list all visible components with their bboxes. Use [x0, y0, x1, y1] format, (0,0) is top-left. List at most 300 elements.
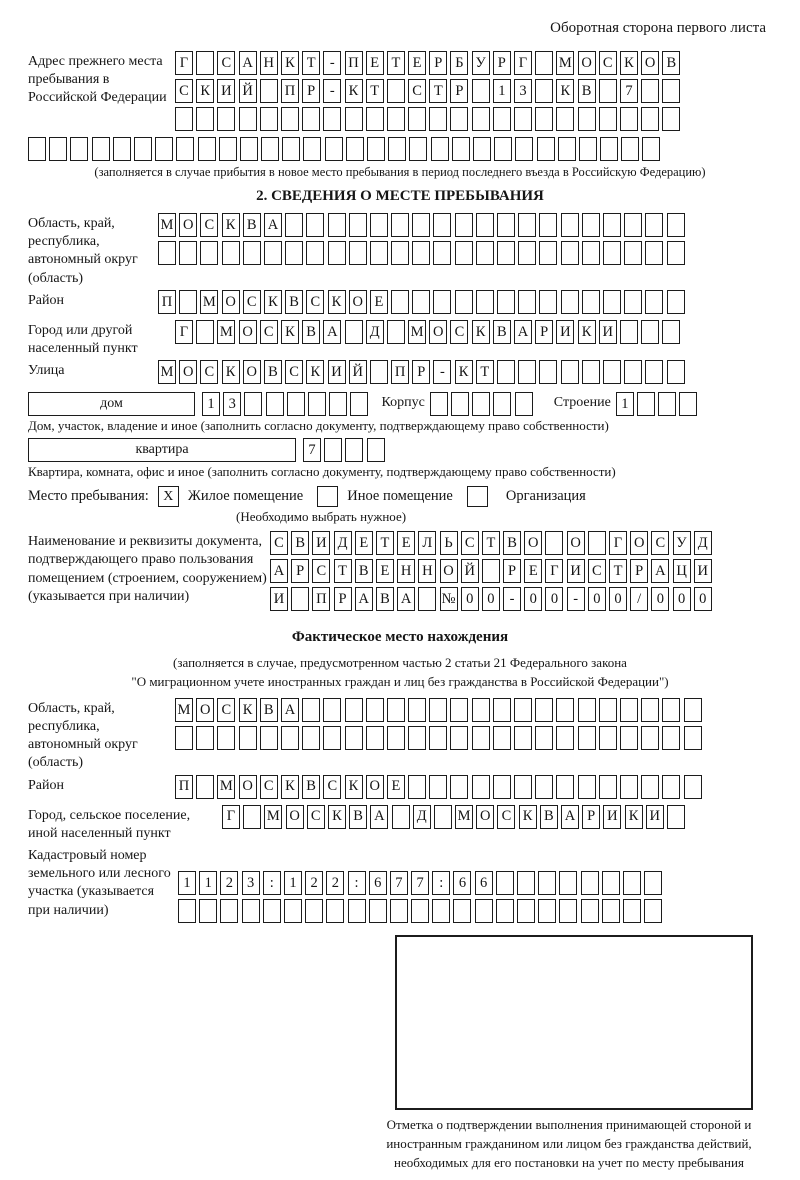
char-cell: В [243, 213, 261, 237]
char-cell: И [646, 805, 664, 829]
char-cell: О [567, 531, 585, 555]
char-cell: Л [418, 531, 436, 555]
char-cell [472, 107, 490, 131]
checkbox-zhiloe-label: Жилое помещение [187, 488, 304, 505]
char-cell [302, 726, 320, 750]
char-cell [411, 899, 429, 923]
char-cell: В [285, 290, 303, 314]
char-cell [367, 137, 385, 161]
char-cell [176, 137, 194, 161]
char-cell: К [281, 775, 299, 799]
document-rows [270, 531, 772, 615]
char-cell [476, 290, 494, 314]
char-cell: В [540, 805, 558, 829]
document-row-2 [270, 559, 772, 583]
char-cell [412, 241, 430, 265]
char-cell: С [497, 805, 515, 829]
char-cell: Д [366, 320, 384, 344]
char-cell: С [200, 213, 218, 237]
char-cell: В [302, 320, 320, 344]
char-cell [535, 775, 553, 799]
char-cell [306, 241, 324, 265]
char-cell: К [578, 320, 596, 344]
char-cell: К [281, 320, 299, 344]
char-cell: И [328, 360, 346, 384]
char-cell [667, 213, 685, 237]
char-cell [329, 392, 347, 416]
char-cell [431, 137, 449, 161]
char-cell: С [323, 775, 341, 799]
char-cell: О [429, 320, 447, 344]
char-cell [455, 213, 473, 237]
char-cell: 2 [326, 871, 344, 895]
char-cell [645, 213, 663, 237]
char-cell [496, 899, 514, 923]
char-cell: Р [429, 51, 447, 75]
char-cell [641, 698, 659, 722]
char-cell: О [179, 213, 197, 237]
char-cell: Г [175, 320, 193, 344]
char-cell: О [179, 360, 197, 384]
char-cell [662, 775, 680, 799]
char-cell: 7 [411, 871, 429, 895]
char-cell [582, 360, 600, 384]
char-cell [243, 241, 261, 265]
char-cell [494, 137, 512, 161]
char-cell [667, 360, 685, 384]
char-cell [658, 392, 676, 416]
char-cell: С [217, 51, 235, 75]
char-cell [306, 213, 324, 237]
char-cell [620, 320, 638, 344]
fact-raion-row [175, 775, 772, 799]
char-cell: О [222, 290, 240, 314]
s2-ulitsa-row [158, 360, 772, 384]
char-cell [578, 775, 596, 799]
char-cell [285, 213, 303, 237]
char-cell [198, 137, 216, 161]
char-cell: 7 [303, 438, 321, 462]
char-cell [620, 698, 638, 722]
char-cell [387, 726, 405, 750]
char-cell [196, 107, 214, 131]
char-cell [642, 137, 660, 161]
s2-ulitsa-block [28, 360, 772, 388]
char-cell [518, 290, 536, 314]
char-cell [535, 726, 553, 750]
char-cell: : [432, 871, 450, 895]
char-cell [582, 241, 600, 265]
page-title: Оборотная сторона первого листа [550, 20, 766, 36]
char-cell: И [270, 587, 288, 611]
s2-raion-block [28, 290, 772, 318]
char-cell: К [239, 698, 257, 722]
s2-kvartira-row [28, 438, 772, 462]
char-cell [603, 360, 621, 384]
char-cell: Р [582, 805, 600, 829]
char-cell [624, 360, 642, 384]
char-cell: О [476, 805, 494, 829]
char-cell: В [264, 360, 282, 384]
char-cell [539, 241, 557, 265]
char-cell [493, 392, 511, 416]
char-cell: 6 [369, 871, 387, 895]
char-cell [408, 775, 426, 799]
char-cell [367, 438, 385, 462]
char-cell: С [651, 531, 669, 555]
char-cell: С [217, 698, 235, 722]
char-cell: Г [175, 51, 193, 75]
char-cell [645, 290, 663, 314]
char-cell: Т [366, 79, 384, 103]
char-cell [496, 871, 514, 895]
char-cell: В [503, 531, 521, 555]
char-cell: С [307, 805, 325, 829]
s2-raion-row [158, 290, 772, 314]
char-cell [155, 137, 173, 161]
char-cell: Е [397, 531, 415, 555]
char-cell [323, 698, 341, 722]
char-cell [599, 107, 617, 131]
char-cell [387, 320, 405, 344]
char-cell: И [217, 79, 235, 103]
char-cell: 0 [609, 587, 627, 611]
char-cell: С [200, 360, 218, 384]
fact-oblast-block [28, 698, 772, 773]
char-cell: А [397, 587, 415, 611]
char-cell: П [345, 51, 363, 75]
char-cell: С [243, 290, 261, 314]
char-cell: 6 [475, 871, 493, 895]
fact-gorod-label: Город, сельское поселение, иной населенный пункт [28, 807, 191, 841]
char-cell [412, 290, 430, 314]
fact-gorod-block [28, 805, 772, 843]
char-cell: Р [450, 79, 468, 103]
char-cell: У [472, 51, 490, 75]
char-cell: О [286, 805, 304, 829]
s2-oblast-row-1 [158, 213, 772, 237]
char-cell [349, 213, 367, 237]
char-cell [497, 360, 515, 384]
char-cell: Р [630, 559, 648, 583]
char-cell [308, 392, 326, 416]
char-cell: И [567, 559, 585, 583]
char-cell: К [306, 360, 324, 384]
char-cell: Т [334, 559, 352, 583]
char-cell: : [348, 871, 366, 895]
char-cell: К [625, 805, 643, 829]
char-cell [408, 107, 426, 131]
char-cell: М [217, 320, 235, 344]
char-cell [600, 137, 618, 161]
char-cell: М [175, 698, 193, 722]
char-cell: С [461, 531, 479, 555]
char-cell: 3 [223, 392, 241, 416]
char-cell [325, 137, 343, 161]
char-cell: Т [609, 559, 627, 583]
char-cell: И [312, 531, 330, 555]
s2-oblast-block [28, 213, 772, 288]
char-cell: Ц [673, 559, 691, 583]
char-cell [158, 241, 176, 265]
char-cell [92, 137, 110, 161]
char-cell [346, 137, 364, 161]
kvartira-box: квартира [28, 438, 296, 462]
char-cell: 7 [620, 79, 638, 103]
char-cell [559, 871, 577, 895]
char-cell [388, 137, 406, 161]
char-cell: С [588, 559, 606, 583]
char-cell [482, 559, 500, 583]
s2-oblast-label: Область, край, республика, автономный округ (область) [28, 216, 138, 286]
char-cell [497, 241, 515, 265]
char-cell [391, 213, 409, 237]
char-cell [545, 531, 563, 555]
char-cell [281, 726, 299, 750]
char-cell [472, 392, 490, 416]
char-cell: С [450, 320, 468, 344]
fact-note-line-1: (заполняется в случае, предусмотренном частью 2 статьи 21 Федерального закона [173, 655, 627, 671]
char-cell: О [366, 775, 384, 799]
previous-address-row-3 [175, 107, 772, 131]
char-cell: Т [476, 360, 494, 384]
char-cell: М [200, 290, 218, 314]
char-cell [539, 213, 557, 237]
char-cell: - [323, 51, 341, 75]
char-cell [472, 698, 490, 722]
char-cell [239, 107, 257, 131]
char-cell [497, 213, 515, 237]
char-cell: М [158, 213, 176, 237]
korpus-cells [430, 392, 536, 416]
section2-header: 2. СВЕДЕНИЯ О МЕСТЕ ПРЕБЫВАНИЯ [256, 188, 544, 204]
fact-oblast-label: Область, край, республика, автономный округ (область) [28, 700, 138, 771]
char-cell [266, 392, 284, 416]
char-cell [667, 805, 685, 829]
char-cell: В [260, 698, 278, 722]
stroenie-label: Строение [553, 395, 611, 411]
char-cell [345, 698, 363, 722]
char-cell [515, 392, 533, 416]
char-cell [588, 531, 606, 555]
char-cell [175, 107, 193, 131]
char-cell [472, 79, 490, 103]
char-cell [578, 107, 596, 131]
char-cell: Р [412, 360, 430, 384]
char-cell: О [349, 290, 367, 314]
char-cell: 1 [284, 871, 302, 895]
char-cell: 0 [694, 587, 712, 611]
char-cell [281, 107, 299, 131]
char-cell: С [306, 290, 324, 314]
char-cell: Р [302, 79, 320, 103]
char-cell [684, 726, 702, 750]
char-cell [582, 213, 600, 237]
char-cell: Й [349, 360, 367, 384]
char-cell: К [264, 290, 282, 314]
char-cell [178, 899, 196, 923]
char-cell [558, 137, 576, 161]
fact-oblast-row-2 [175, 726, 772, 750]
char-cell [291, 587, 309, 611]
char-cell: 0 [545, 587, 563, 611]
fact-raion-label: Район [28, 777, 64, 793]
char-cell [391, 241, 409, 265]
mesto-prebyvaniya-row [28, 486, 772, 507]
char-cell [517, 899, 535, 923]
dom-box: дом [28, 392, 195, 416]
char-cell [561, 213, 579, 237]
char-cell: К [556, 79, 574, 103]
char-cell: Е [376, 559, 394, 583]
char-cell [370, 360, 388, 384]
char-cell [602, 899, 620, 923]
char-cell [561, 241, 579, 265]
char-cell: 1 [616, 392, 634, 416]
char-cell: Г [222, 805, 240, 829]
char-cell [366, 107, 384, 131]
char-cell [599, 726, 617, 750]
char-cell [243, 805, 261, 829]
char-cell [409, 137, 427, 161]
char-cell [514, 775, 532, 799]
char-cell: М [158, 360, 176, 384]
char-cell: 1 [199, 871, 217, 895]
char-cell: Ь [440, 531, 458, 555]
char-cell [302, 107, 320, 131]
char-cell: М [217, 775, 235, 799]
fact-raion-block [28, 775, 772, 803]
char-cell [263, 899, 281, 923]
char-cell: А [239, 51, 257, 75]
char-cell: Р [535, 320, 553, 344]
char-cell: В [355, 559, 373, 583]
char-cell [518, 213, 536, 237]
char-cell [662, 320, 680, 344]
char-cell: О [239, 775, 257, 799]
char-cell: : [263, 871, 281, 895]
char-cell [556, 698, 574, 722]
char-cell [350, 392, 368, 416]
char-cell [28, 137, 46, 161]
char-cell [328, 213, 346, 237]
char-cell [49, 137, 67, 161]
char-cell: П [175, 775, 193, 799]
char-cell [517, 871, 535, 895]
char-cell: М [455, 805, 473, 829]
previous-address-label: Адрес прежнего места пребывания в Российской Федерации [28, 54, 167, 106]
char-cell [450, 775, 468, 799]
char-cell [305, 899, 323, 923]
char-cell: В [376, 587, 394, 611]
char-cell [679, 392, 697, 416]
char-cell: П [391, 360, 409, 384]
char-cell [644, 899, 662, 923]
char-cell [387, 79, 405, 103]
char-cell [348, 899, 366, 923]
char-cell: В [578, 79, 596, 103]
char-cell [684, 698, 702, 722]
char-cell: П [312, 587, 330, 611]
char-cell: М [556, 51, 574, 75]
char-cell [535, 107, 553, 131]
char-cell [645, 241, 663, 265]
char-cell [518, 360, 536, 384]
char-cell: 1 [202, 392, 220, 416]
document-label: Наименование и реквизиты документа, подтверждающего право пользования помещением (строением, сооружением) (указывается при наличии) [28, 534, 267, 604]
char-cell [493, 107, 511, 131]
char-cell [518, 241, 536, 265]
char-cell: В [349, 805, 367, 829]
previous-address-note: (заполняется в случае прибытия в новое место пребывания в период последнего въезда в Российскую Федерацию) [94, 165, 706, 179]
char-cell [561, 360, 579, 384]
char-cell: 0 [673, 587, 691, 611]
char-cell: О [440, 559, 458, 583]
char-cell: Б [450, 51, 468, 75]
char-cell: Н [418, 559, 436, 583]
char-cell [387, 698, 405, 722]
char-cell [578, 698, 596, 722]
kvartira-cells [303, 438, 388, 462]
char-cell: А [323, 320, 341, 344]
char-cell: К [328, 290, 346, 314]
char-cell: - [433, 360, 451, 384]
previous-address-rows [175, 51, 772, 135]
char-cell [260, 107, 278, 131]
char-cell [620, 726, 638, 750]
char-cell: О [524, 531, 542, 555]
char-cell [603, 241, 621, 265]
char-cell [539, 290, 557, 314]
char-cell: Е [355, 531, 373, 555]
char-cell [662, 107, 680, 131]
document-row-3 [270, 587, 772, 611]
char-cell [196, 320, 214, 344]
char-cell: 0 [588, 587, 606, 611]
previous-address-row-4 [28, 137, 772, 161]
char-cell: А [355, 587, 373, 611]
char-cell [514, 698, 532, 722]
char-cell: Е [408, 51, 426, 75]
char-cell [285, 241, 303, 265]
char-cell: 0 [482, 587, 500, 611]
fact-kadastr-label: Кадастровый номер земельного или лесного участка (указывается при наличии) [28, 847, 171, 918]
char-cell [328, 241, 346, 265]
char-cell: И [599, 320, 617, 344]
char-cell [599, 79, 617, 103]
char-cell: Р [493, 51, 511, 75]
char-cell [556, 726, 574, 750]
char-cell: Й [239, 79, 257, 103]
fact-kadastr-block [28, 845, 772, 927]
char-cell [476, 213, 494, 237]
char-cell [637, 392, 655, 416]
char-cell [641, 79, 659, 103]
char-cell [620, 775, 638, 799]
char-cell: И [556, 320, 574, 344]
char-cell [624, 290, 642, 314]
char-cell: К [222, 213, 240, 237]
char-cell [579, 137, 597, 161]
char-cell: К [519, 805, 537, 829]
char-cell [429, 107, 447, 131]
char-cell [370, 213, 388, 237]
char-cell [408, 698, 426, 722]
char-cell: В [302, 775, 320, 799]
char-cell: С [260, 320, 278, 344]
char-cell [345, 107, 363, 131]
char-cell [199, 899, 217, 923]
